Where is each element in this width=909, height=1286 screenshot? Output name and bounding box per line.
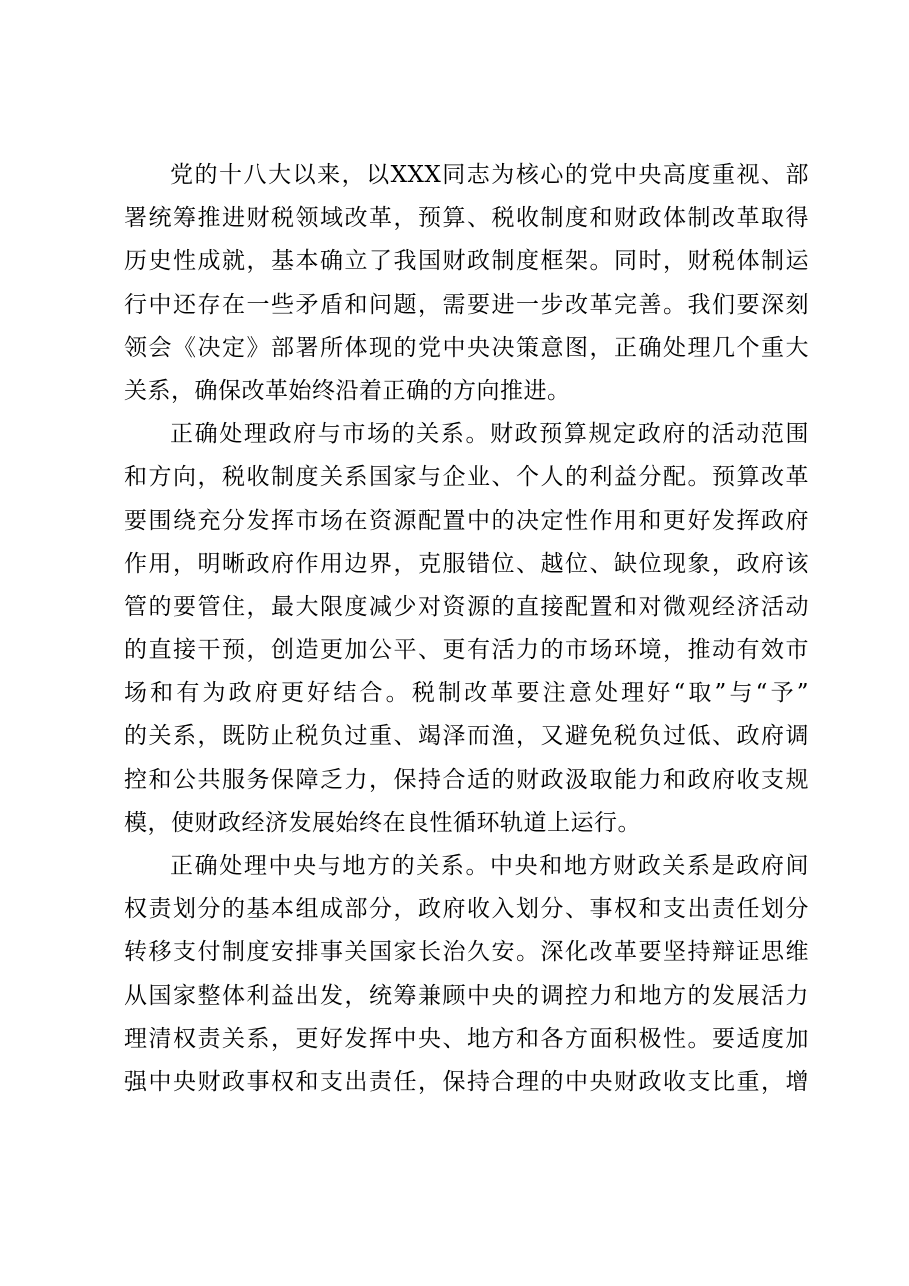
- paragraph-line: 正确处理中央与地方的关系。中央和地方财政关系是政府间: [170, 853, 809, 879]
- paragraph-line: 场和有为政府更好结合。税制改革要注意处理好“取”与“予”: [124, 680, 809, 707]
- paragraph-line: 从国家整体利益出发，统筹兼顾中央的调控力和地方的发展活力: [124, 982, 809, 1009]
- paragraph-line: 管的要管住，最大限度减少对资源的直接配置和对微观经济活动: [124, 593, 809, 620]
- paragraph-line: 行中还存在一些矛盾和问题，需要进一步改革完善。我们要深刻: [124, 291, 809, 318]
- paragraph-line: 正确处理政府与市场的关系。财政预算规定政府的活动范围: [170, 421, 809, 448]
- paragraph-line: 党的十八大以来，以XXX同志为核心的党中央高度重视、部: [170, 162, 809, 188]
- paragraph-line: 和方向，税收制度关系国家与企业、个人的利益分配。预算改革: [124, 464, 809, 491]
- paragraph-government-market: [124, 413, 809, 845]
- paragraph-line: 关系，确保改革始终沿着正确的方向推进。: [124, 377, 571, 404]
- paragraph-line: 署统筹推进财税领域改革，预算、税收制度和财政体制改革取得: [124, 205, 809, 232]
- paragraph-intro: [124, 154, 809, 413]
- paragraph-line: 模，使财政经济发展始终在良性循环轨道上运行。: [124, 809, 641, 836]
- paragraph-line: 的关系，既防止税负过重、竭泽而渔，又避免税负过低、政府调: [124, 723, 809, 750]
- paragraph-line: 的直接干预，创造更加公平、更有活力的市场环境，推动有效市: [124, 637, 809, 664]
- paragraph-line: 强中央财政事权和支出责任，保持合理的中央财政收支比重，增: [124, 1068, 809, 1095]
- paragraph-central-local: [124, 845, 809, 1104]
- paragraph-line: 权责划分的基本组成部分，政府收入划分、事权和支出责任划分: [124, 896, 809, 923]
- paragraph-line: 领会《决定》部署所体现的党中央决策意图，正确处理几个重大: [124, 334, 809, 361]
- paragraph-line: 理清权责关系，更好发挥中央、地方和各方面积极性。要适度加: [124, 1025, 809, 1052]
- paragraph-line: 转移支付制度安排事关国家长治久安。深化改革要坚持辩证思维: [124, 939, 809, 966]
- paragraph-line: 要围绕充分发挥市场在资源配置中的决定性作用和更好发挥政府: [124, 507, 809, 534]
- paragraph-line: 作用，明晰政府作用边界，克服错位、越位、缺位现象，政府该: [124, 550, 809, 577]
- paragraph-line: 控和公共服务保障乏力，保持合适的财政汲取能力和政府收支规: [124, 766, 809, 793]
- paragraph-line: 历史性成就，基本确立了我国财政制度框架。同时，财税体制运: [124, 248, 809, 275]
- document-body: [124, 154, 809, 1104]
